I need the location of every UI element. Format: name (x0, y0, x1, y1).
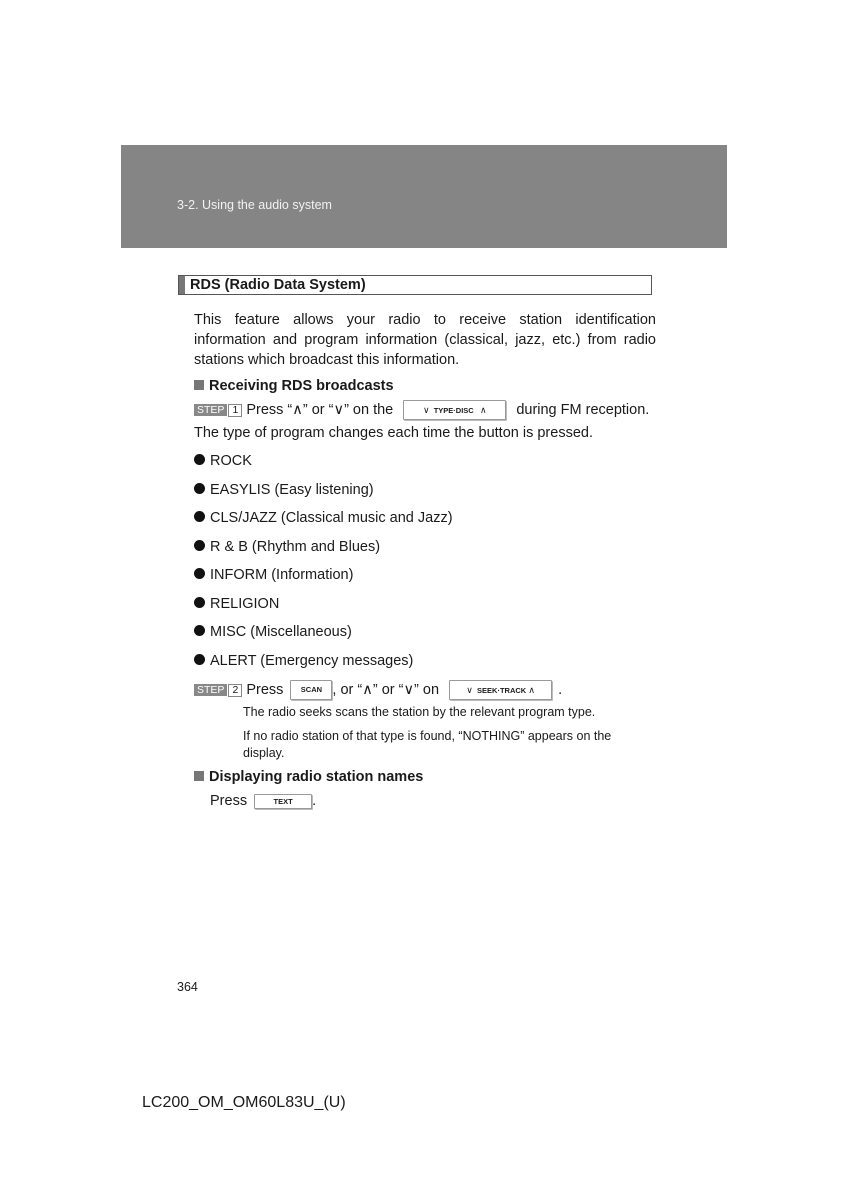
program-type-item (194, 537, 380, 557)
square-bullet-icon (194, 771, 204, 781)
step-label: STEP (194, 684, 227, 696)
receiving-heading-text: Receiving RDS broadcasts (209, 378, 394, 394)
bullet-dot-icon (194, 454, 205, 465)
program-type-label: ALERT (Emergency messages) (210, 653, 414, 669)
step2-press: Press (246, 682, 284, 698)
document-code: LC200_OM_OM60L83U_(U) (142, 1094, 346, 1111)
note-line: The radio seeks scans the station by the relevant program type. (243, 705, 596, 719)
up-arrow-icon: ∧ (528, 685, 535, 696)
program-type-label: R & B (Rhythm and Blues) (210, 539, 381, 555)
note-line: If no radio station of that type is found, “NOTHING” appears on the display. (243, 729, 612, 760)
bullet-dot-icon (194, 540, 205, 551)
step2-line (194, 680, 562, 700)
program-type-item (194, 622, 352, 642)
bullet-dot-icon (194, 483, 205, 494)
program-type-item (194, 451, 252, 471)
scan-button-label: SCAN (300, 685, 323, 695)
section-title-box (178, 275, 652, 295)
step1-badge (194, 404, 242, 417)
seek-track-label: SEEK·TRACK (477, 686, 527, 696)
program-type-item (194, 594, 279, 614)
scan-button[interactable] (290, 680, 332, 700)
step1-note: The type of program changes each time the button is pressed. (194, 425, 593, 441)
seek-track-button[interactable] (449, 680, 552, 700)
section-title-bar (179, 276, 185, 294)
step2-middle: , or “∧” or “∨” on (332, 682, 440, 698)
intro-paragraph: This feature allows your radio to receive station identification information and program information (classical, jazz, etc.) from radio stations which broadcast this information. (194, 312, 656, 368)
bullet-dot-icon (194, 568, 205, 579)
program-type-label: ROCK (210, 453, 252, 469)
step-label: STEP (194, 404, 227, 416)
program-type-item (194, 508, 453, 528)
receiving-heading (194, 378, 394, 394)
displaying-line (210, 791, 316, 811)
down-arrow-icon: ∨ (422, 405, 430, 416)
bullet-dot-icon (194, 654, 205, 665)
header-band (121, 145, 727, 248)
step1-text-after: during FM reception. (516, 402, 650, 418)
displaying-press: Press (210, 793, 248, 809)
displaying-heading (194, 769, 423, 785)
up-arrow-icon: ∧ (480, 405, 487, 416)
step1-line (194, 400, 649, 420)
step2-badge (194, 684, 242, 697)
step-number: 1 (228, 404, 242, 417)
program-type-label: CLS/JAZZ (Classical music and Jazz) (210, 510, 453, 526)
section-breadcrumb: 3-2. Using the audio system (177, 198, 332, 212)
down-arrow-icon: ∨ (466, 685, 473, 696)
page-number: 364 (177, 980, 198, 994)
type-disc-button[interactable] (403, 400, 506, 420)
program-type-item (194, 480, 374, 500)
displaying-end: . (312, 793, 317, 809)
program-type-label: MISC (Miscellaneous) (210, 624, 352, 640)
type-disc-label: TYPE·DISC (433, 406, 474, 416)
section-title: RDS (Radio Data System) (190, 277, 366, 293)
program-type-label: EASYLIS (Easy listening) (210, 482, 374, 498)
program-type-label: INFORM (Information) (210, 567, 354, 583)
program-type-item (194, 651, 413, 671)
bullet-dot-icon (194, 511, 205, 522)
step-number: 2 (228, 684, 242, 697)
square-bullet-icon (194, 380, 204, 390)
text-button-label: TEXT (273, 796, 293, 806)
bullet-dot-icon (194, 625, 205, 636)
program-type-label: RELIGION (210, 596, 280, 612)
text-button[interactable] (254, 794, 312, 809)
displaying-heading-text: Displaying radio station names (209, 769, 424, 785)
step2-end: . (558, 682, 563, 698)
step1-text-before: Press “∧” or “∨” on the (246, 402, 394, 418)
bullet-dot-icon (194, 597, 205, 608)
program-type-item (194, 565, 353, 585)
